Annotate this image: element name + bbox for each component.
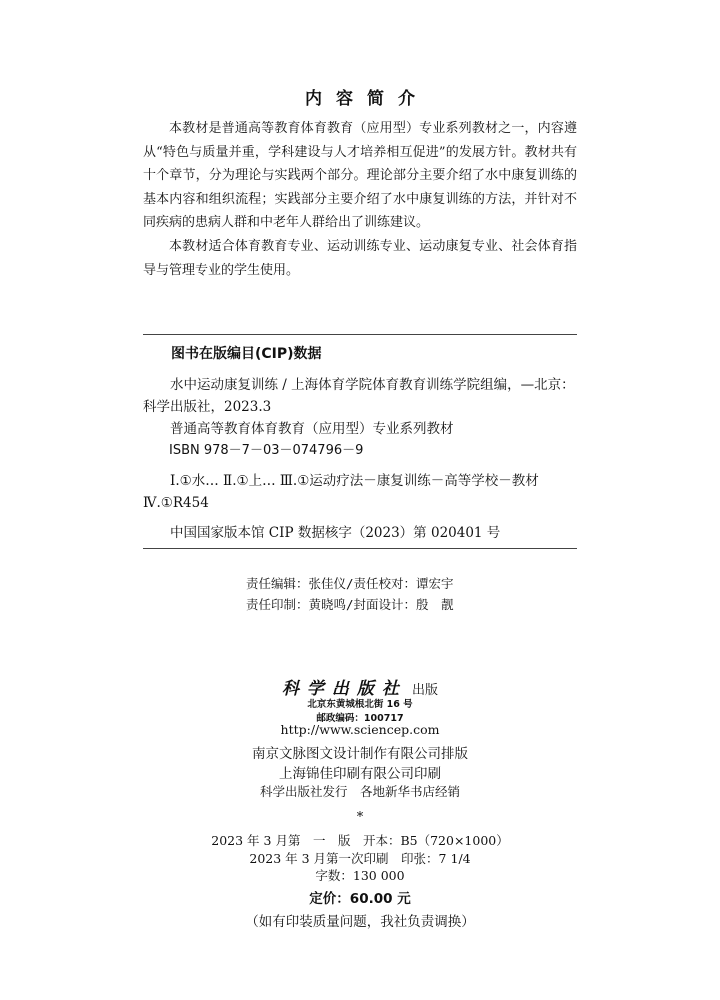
cip-heading: 图书在版编目(CIP)数据 <box>171 346 322 362</box>
credits <box>246 573 454 615</box>
cip-catalog-number: 中国国家版本馆 CIP 数据核字（2023）第 020401 号 <box>170 525 501 541</box>
credits-editors: 责任编辑：张佳仪/责任校对：谭宏宇 <box>246 576 454 591</box>
publisher-website: http://www.sciencep.com <box>280 722 440 737</box>
publisher-logo: 科学出版社 <box>281 679 407 699</box>
publisher-address: 北京东黄城根北街 16 号 <box>307 699 413 710</box>
distribution-line: 科学出版社发行 各地新华书店经销 <box>259 784 460 799</box>
summary-paragraph: 本教材是普通高等教育体育教育（应用型）专业系列教材之一，内容遵从“特色与质量并重，学科建设与人才培养相互促进”的发展方针。教材共有十个章节，分为理论与实践两个部分。理论部分主要介绍了水中康复训练的基本内容和组织流程；实践部分主要介绍了水中康复训练的方法，并针对不同疾病的患病人群和中老年人群给出了训练建议。 <box>143 121 577 231</box>
typesetting-line: 南京文脉图文设计制作有限公司排版 <box>252 746 468 762</box>
publisher-suffix: 出版 <box>412 683 439 698</box>
cip-isbn: ISBN 978－7－03－074796－9 <box>169 443 364 458</box>
summary-title: 内容简介 <box>305 89 429 109</box>
cip-series: 普通高等教育体育教育（应用型）专业系列教材 <box>170 421 454 437</box>
cip-subjects: Ⅰ.①水… Ⅱ.①上… Ⅲ.①运动疗法－康复训练－高等学校－教材 Ⅳ.①R454 <box>143 473 539 511</box>
divider-bottom <box>143 548 577 549</box>
printing-line: 上海锦佳印刷有限公司印刷 <box>279 766 441 782</box>
word-count: 字数：130 000 <box>315 868 405 883</box>
divider-top <box>143 334 577 335</box>
price: 定价：60.00 元 <box>309 891 411 907</box>
impression-line: 2023 年 3 月第一次印刷 印张：7 1/4 <box>249 851 471 866</box>
summary-body <box>143 117 577 282</box>
publisher-postcode: 邮政编码：100717 <box>316 713 404 724</box>
separator-asterisk: * <box>356 810 364 825</box>
cip-entry: 水中运动康复训练 / 上海体育学院体育教育训练学院组编，—北京：科学出版社，2023.3 <box>143 377 575 415</box>
summary-paragraph: 本教材适合体育教育专业、运动训练专业、运动康复专业、社会体育指导与管理专业的学生使用。 <box>143 238 577 278</box>
quality-notice: （如有印装质量问题，我社负责调换） <box>245 914 475 930</box>
edition-line: 2023 年 3 月第 一 版 开本：B5（720×1000） <box>211 833 509 848</box>
cip-block <box>143 374 577 544</box>
credits-production: 责任印制：黄晓鸣/封面设计：殷 靓 <box>246 597 454 612</box>
